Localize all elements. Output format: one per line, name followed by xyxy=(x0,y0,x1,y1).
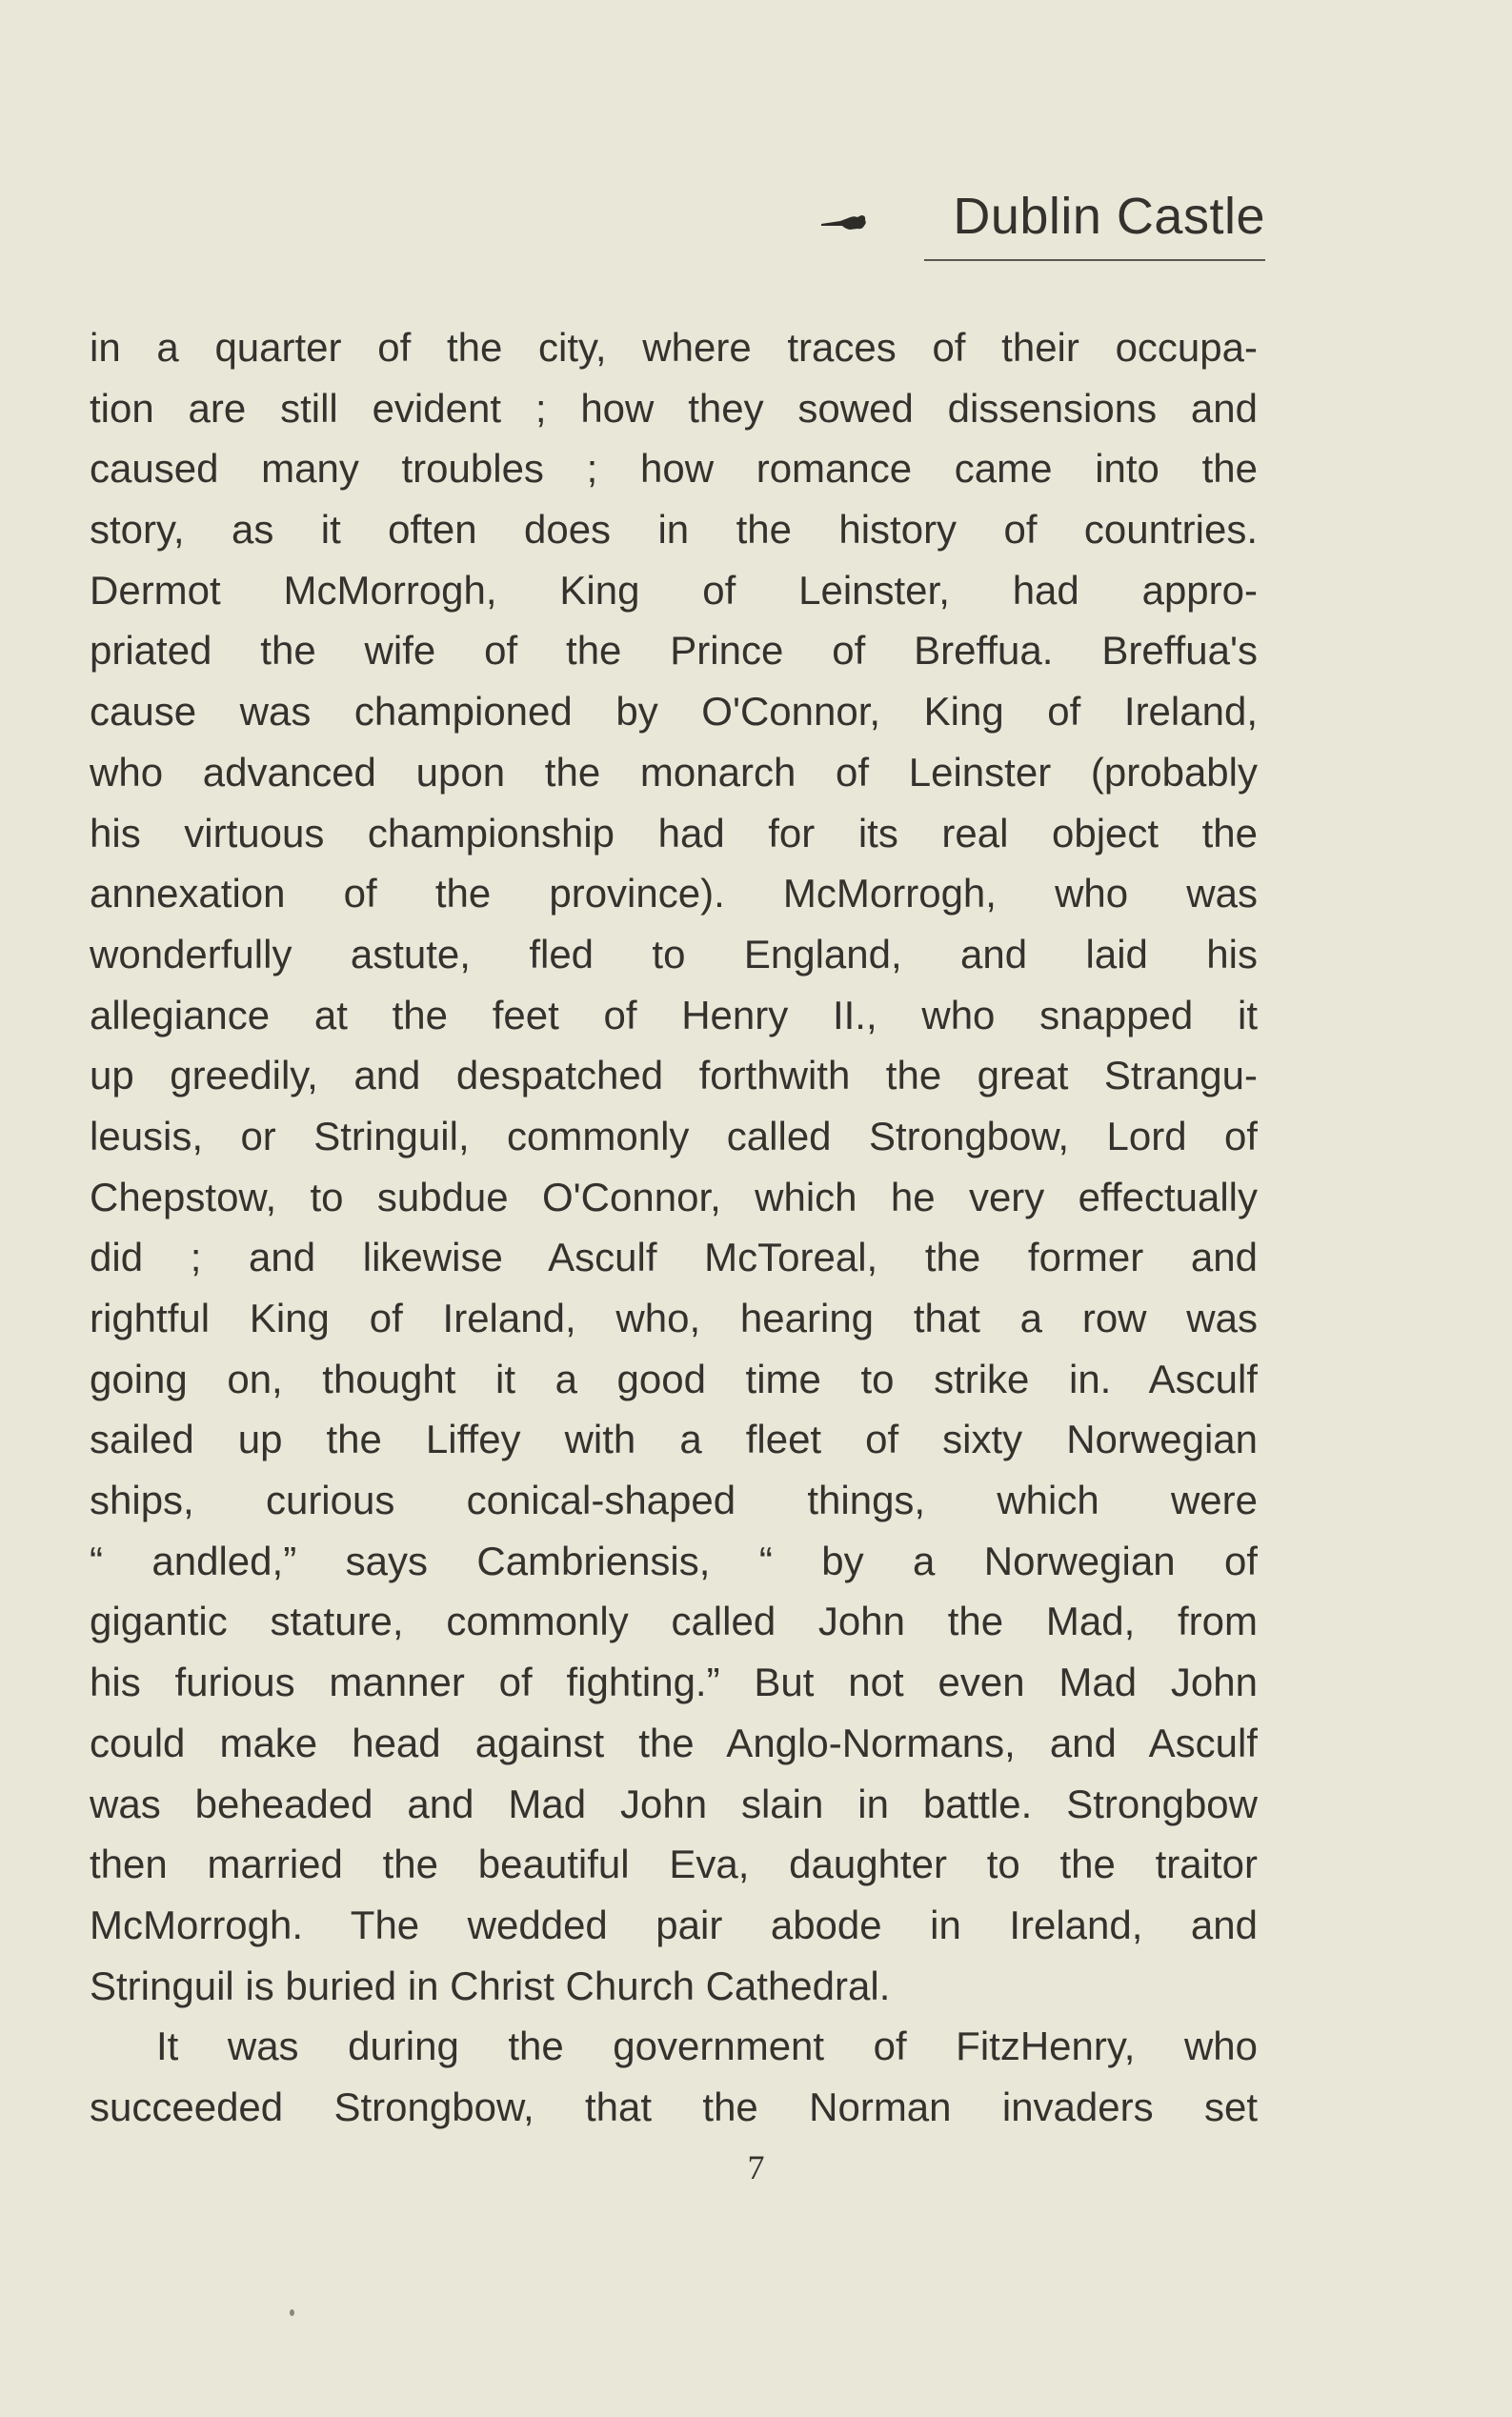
body-text xyxy=(90,317,1258,2138)
text-line-paragraph-start: It was during the government of FitzHenry, who xyxy=(156,2024,1258,2069)
text-line: did ; and likewise Asculf McToreal, the former and xyxy=(90,1235,1258,1280)
text-line: rightful King of Ireland, who, hearing that a row was xyxy=(90,1296,1258,1340)
text-line: then married the beautiful Eva, daughter to the traitor xyxy=(90,1842,1258,1887)
running-header xyxy=(819,183,1265,263)
text-line: leusis, or Stringuil, commonly called Strongbow, Lord of xyxy=(90,1113,1258,1158)
text-line: ships, curious conical-shaped things, which were xyxy=(90,1478,1258,1523)
text-line: his furious manner of fighting.” But not even Mad John xyxy=(90,1660,1258,1705)
text-line: allegiance at the feet of Henry II., who snapped it xyxy=(90,992,1258,1037)
text-line: Chepstow, to subdue O'Connor, which he very effectually xyxy=(90,1174,1258,1219)
text-line: in a quarter of the city, where traces of their occupa- xyxy=(90,325,1258,370)
text-line-paragraph-end: Stringuil is buried in Christ Church Cathedral. xyxy=(90,1963,891,2008)
text-line: was beheaded and Mad John slain in battle. Strongbow xyxy=(90,1781,1258,1826)
text-line: tion are still evident ; how they sowed dissensions and xyxy=(90,385,1258,431)
paper-speck xyxy=(290,2309,294,2316)
text-line: story, as it often does in the history of countries. xyxy=(90,507,1258,553)
text-line: gigantic stature, commonly called John the Mad, from xyxy=(90,1599,1258,1644)
header-title: Dublin Castle xyxy=(953,188,1265,245)
text-line: cause was championed by O'Connor, King of Ireland, xyxy=(90,689,1258,735)
text-line: annexation of the province). McMorrogh, who was xyxy=(90,871,1258,916)
header-rule xyxy=(924,259,1265,261)
text-line: “ andled,” says Cambriensis, “ by a Norwegian of xyxy=(90,1538,1258,1583)
text-line: Dermot McMorrogh, King of Leinster, had appro- xyxy=(90,567,1258,613)
text-line: up greedily, and despatched forthwith the great Strangu- xyxy=(90,1053,1258,1098)
text-line: his virtuous championship had for its real object the xyxy=(90,810,1258,856)
text-line: sailed up the Liffey with a fleet of sixty Norwegian xyxy=(90,1417,1258,1462)
text-line: who advanced upon the monarch of Leinster (probably xyxy=(90,749,1258,795)
text-line: priated the wife of the Prince of Breffua. Breffua's xyxy=(90,628,1258,674)
text-line: McMorrogh. The wedded pair abode in Ireland, and xyxy=(90,1902,1258,1947)
text-line: going on, thought it a good time to strike in. Asculf xyxy=(90,1356,1258,1401)
text-line: wonderfully astute, fled to England, and laid his xyxy=(90,931,1258,977)
pointing-hand-icon xyxy=(819,210,869,234)
text-line: succeeded Strongbow, that the Norman invaders set xyxy=(90,2084,1258,2129)
page-number: 7 xyxy=(747,2148,765,2186)
text-line: caused many troubles ; how romance came into the xyxy=(90,446,1258,492)
text-line: could make head against the Anglo-Normans, and Asculf xyxy=(90,1720,1258,1765)
